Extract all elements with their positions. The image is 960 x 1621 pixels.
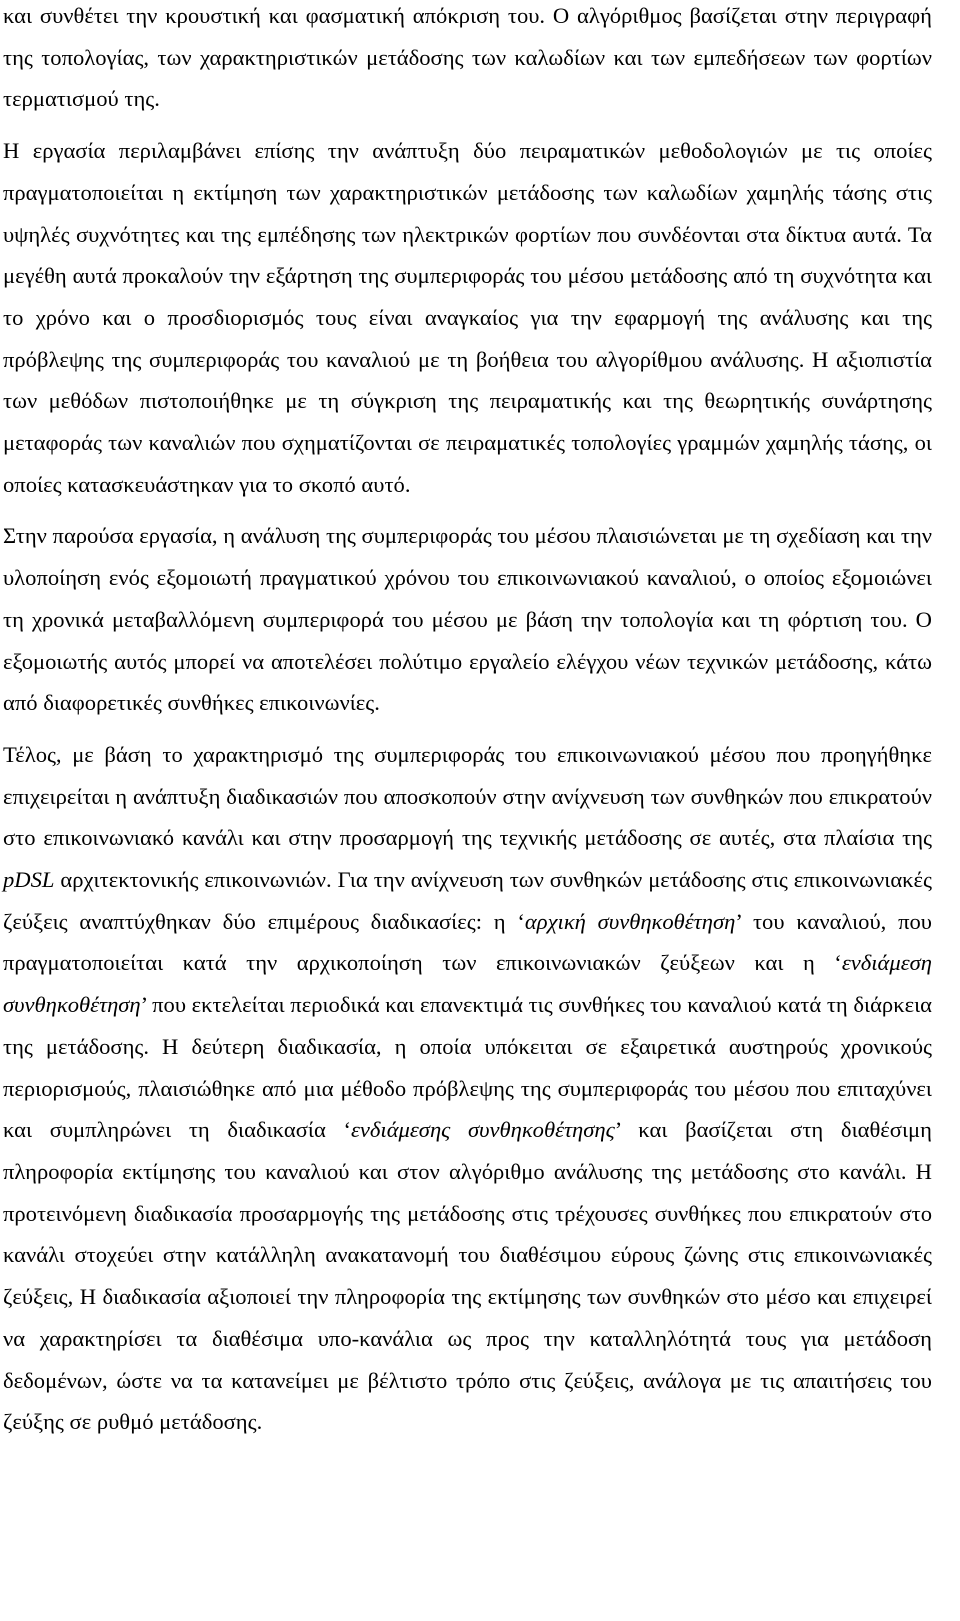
italic-term-intermediate-conditioning-genitive: ενδιάμεσης συνθηκοθέτησης	[350, 1117, 615, 1143]
italic-term-initial-conditioning: αρχική συνθηκοθέτηση	[524, 908, 736, 934]
italic-term-pdsl: pDSL	[3, 867, 55, 893]
paragraph-experimental-methods: Η εργασία περιλαμβάνει επίσης την ανάπτυξη δύο πειραματικών μεθοδολογιών με τις οποίες πραγματοποιείται η εκτίμηση των χαρακτηριστικών μετάδοσης των καλωδίων χαμηλής τάσης στις υψηλές συχνότητες και της εμπέδησης των ηλεκτρικών φορτίων που συνδέονται στα δίκτυα αυτά. Τα μεγέθη αυτά προκαλούν την εξάρτηση της συμπεριφοράς του μέσου μετάδοσης από τη συχνότητα και το χρόνο και ο προσδιορισμός τους είναι αναγκαίος για την εφαρμογή της ανάλυσης και της πρόβλεψης της συμπεριφοράς του καναλιού με τη βοήθεια του αλγορίθμου ανάλυσης. Η αξιοπιστία των μεθόδων πιστοποιήθηκε με τη σύγκριση της πειραματικής και της θεωρητικής συνάρτησης μεταφοράς των καναλιών που σχηματίζονται σε πειραματικές τοπολογίες γραμμών χαμηλής τάσης, οι οποίες κατασκευάστηκαν για το σκοπό αυτό.	[3, 138, 932, 497]
text-segment: ’ που εκτελείται περιοδικά και επανεκτιμά τις συνθήκες του καναλιού κατά τη διάρκεια της μετάδοσης. Η δεύτερη διαδικασία, η οποία υπόκειται σε εξαιρετικά αυστηρούς χρονικούς περιορισμούς, πλαισιώθηκε από μια μέθοδο πρόβλεψης της συμπεριφοράς του μέσου που επιταχύνει και συμπληρώνει τη διαδικασία ‘	[3, 992, 932, 1143]
paragraph-channel-emulator: Στην παρούσα εργασία, η ανάλυση της συμπεριφοράς του μέσου πλαισιώνεται με τη σχεδίαση και την υλοποίηση ενός εξομοιωτή πραγματικού χρόνου του επικοινωνιακού καναλιού, ο οποίος εξομοιώνει τη χρονικά μεταβαλλόμενη συμπεριφορά του μέσου με βάση την τοπολογία και τη φόρτιση του. Ο εξομοιωτής αυτός μπορεί να αποτελέσει πολύτιμο εργαλείο ελέγχου νέων τεχνικών μετάδοσης, κάτω από διαφορετικές συνθήκες επικοινωνίες.	[3, 523, 932, 716]
paragraph-adaptation-procedures	[3, 734, 932, 1443]
text-segment: Τέλος, με βάση το χαρακτηρισμό της συμπεριφοράς του επικοινωνιακού μέσου που προηγήθηκε επιχειρείται η ανάπτυξη διαδικασιών που αποσκοπούν στην ανίχνευση των συνθηκών που επικρατούν στο επικοινωνιακό κανάλι και στην προσαρμογή της τεχνικής μετάδοσης σε αυτές, στα πλαίσια της	[3, 741, 932, 851]
text-segment: αρχιτεκτονικής επικοινωνιών. Για την ανίχνευση των συνθηκών μετάδοσης στις επικοινωνιακές ζεύξεις αναπτύχθηκαν δύο επιμέρους διαδικασίες: η ‘	[3, 867, 932, 934]
text-segment: ’ του καναλιού, που πραγματοποιείται κατά την αρχικοποίηση των επικοινωνιακών ζεύξεων και η ‘	[3, 908, 932, 976]
italic-term-intermediate-conditioning: ενδιάμεση συνθηκοθέτηση	[3, 950, 932, 1018]
paragraph-intro-continuation: και συνθέτει την κρουστική και φασματική απόκριση του. Ο αλγόριθμος βασίζεται στην περιγραφή της τοπολογίας, των χαρακτηριστικών μετάδοσης των καλωδίων και των εμπεδήσεων των φορτίων τερματισμού της.	[3, 3, 932, 112]
text-segment: ’ και βασίζεται στη διαθέσιμη πληροφορία εκτίμησης του καναλιού και στον αλγόριθμο ανάλυσης της μετάδοσης στο κανάλι. Η προτεινόμενη διαδικασία προσαρμογής της μετάδοσης στις τρέχουσες συνθήκες που επικρατούν στο κανάλι στοχεύει στην κατάλληλη ανακατανομή του διαθέσιμου εύρους ζώνης στις επικοινωνιακές ζεύξεις, Η διαδικασία αξιοποιεί την πληροφορία της εκτίμησης των συνθηκών στο μέσο και επιχειρεί να χαρακτηρίσει τα διαθέσιμα υπο-κανάλια ως προς την καταλληλότητά τους για μετάδοση δεδομένων, ώστε να τα κατανείμει με βέλτιστο τρόπο στις ζεύξεις, ανάλογα με τις απαιτήσεις του ζεύξης σε ρυθμό μετάδοσης.	[3, 1117, 932, 1435]
